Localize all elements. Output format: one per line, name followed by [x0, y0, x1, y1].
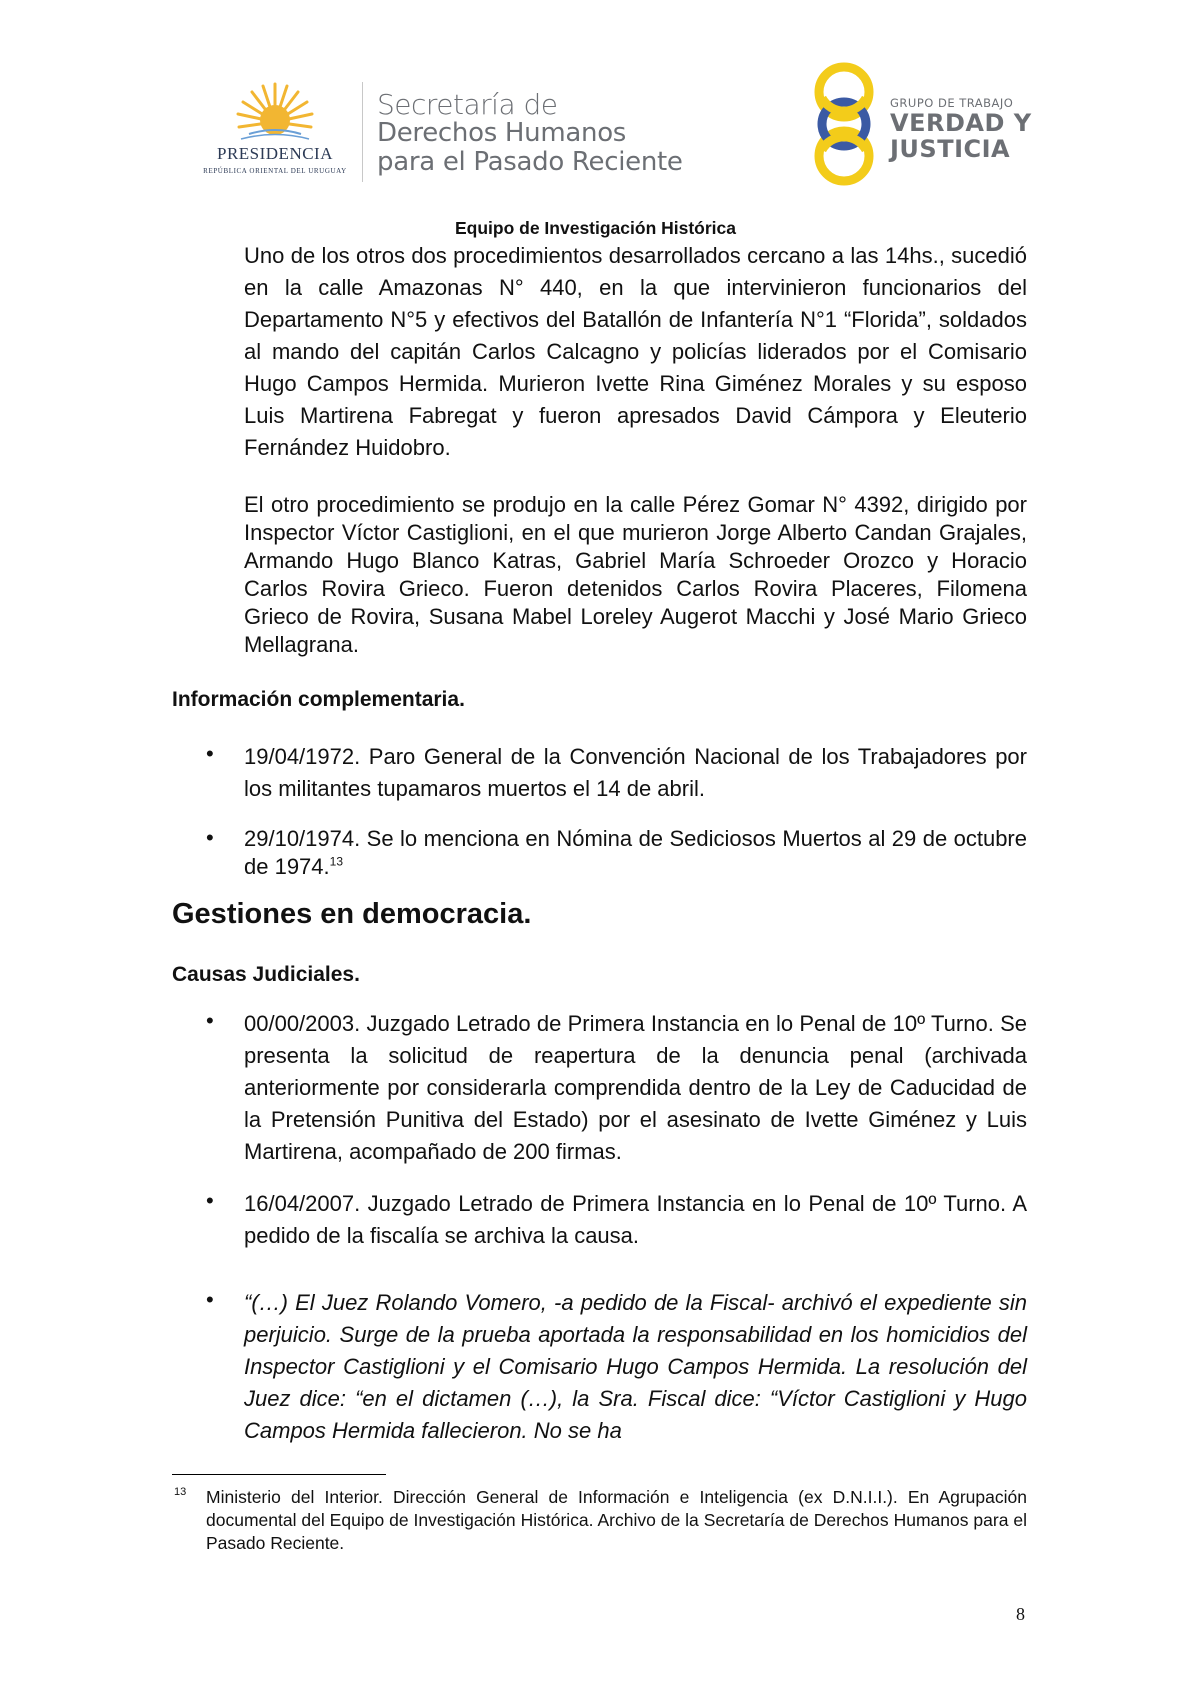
document-header	[0, 0, 1191, 220]
page-number: 8	[1016, 1604, 1025, 1624]
paragraph-perez-gomar: El otro procedimiento se produjo en la calle Pérez Gomar N° 4392, dirigido por Inspector Víctor Castiglioni, en el que murieron Jorge Alberto Candan Grajales, Armando Hugo Blanco Katras, Gabriel María Schroeder Orozco y Horacio Carlos Rovira Grieco. Fueron detenidos Carlos Rovira Placeres, Filomena Grieco de Rovira, Susana Mabel Loreley Augerot Macchi y José Mario Grieco Mellagrana.	[244, 492, 1027, 657]
bullet-marker: •	[206, 825, 214, 850]
causa-item-2: 16/04/2007. Juzgado Letrado de Primera Instancia en lo Penal de 10º Turno. A pedido de la fiscalía se archiva la causa.	[244, 1191, 1027, 1248]
footnote-text: Ministerio del Interior. Dirección General de Información e Inteligencia (ex D.N.I.I.). En Agrupación documental del Equipo de Investigación Histórica. Archivo de la Secretaría de Derechos Humanos para el Pasado Reciente.	[206, 1487, 1027, 1553]
secretaria-line-2: Derechos Humanos	[377, 118, 627, 148]
causa-item-3-quote: “(…) El Juez Rolando Vomero, -a pedido de la Fiscal- archivó el expediente sin perjuicio. Surge de la prueba aportada la responsabilidad en los homicidios del Inspector Castiglioni y el Comisario Hugo Campos Hermida. La resolución del Juez dice: “en el dictamen (…), la Sra. Fiscal dice: “Víctor Castiglioni y Hugo Campos Hermida fallecieron. No se ha	[244, 1290, 1027, 1443]
presidencia-name: PRESIDENCIA	[216, 144, 333, 163]
grupo-trabajo-wordmark	[890, 96, 1032, 162]
info-item-2	[244, 825, 1027, 881]
causas-heading: Causas Judiciales.	[172, 963, 360, 986]
bullet-marker: •	[206, 1008, 214, 1033]
footnote-number: 13	[174, 1486, 187, 1498]
grupo-line-3: JUSTICIA	[890, 135, 1011, 163]
secretaria-wordmark	[377, 90, 683, 177]
bullet-marker: •	[206, 1287, 214, 1312]
footnote-rule	[172, 1474, 386, 1475]
secretaria-line-1: Secretaría de	[377, 88, 558, 121]
sun-logo-icon	[235, 82, 315, 142]
bullet-marker: •	[206, 1188, 214, 1213]
info-item-2-text: 29/10/1974. Se lo menciona en Nómina de Sediciosos Muertos al 29 de octubre de 1974.	[244, 826, 1027, 879]
footnote-ref: 13	[329, 854, 343, 869]
presidencia-subtitle: REPÚBLICA ORIENTAL DEL URUGUAY	[203, 167, 347, 175]
grupo-line-2: VERDAD Y	[890, 109, 1032, 137]
bullet-marker: •	[206, 741, 214, 766]
secretaria-line-3: para el Pasado Reciente	[377, 147, 683, 177]
causa-item-1: 00/00/2003. Juzgado Letrado de Primera Instancia en lo Penal de 10º Turno. Se presenta la solicitud de reapertura de la denuncia penal (archivada anteriormente por considerarla comprendida dentro de la Ley de Caducidad de la Pretensión Punitiva del Estado) por el asesinato de Ivette Giménez y Luis Martirena, acompañado de 200 firmas.	[244, 1011, 1027, 1164]
gestiones-heading: Gestiones en democracia.	[172, 898, 532, 930]
paragraph-amazonas: Uno de los otros dos procedimientos desarrollados cercano a las 14hs., sucedió en la calle Amazonas N° 440, en la que intervinieron funcionarios del Departamento N°5 y efectivos del Batallón de Infantería N°1 “Florida”, soldados al mando del capitán Carlos Calcagno y policías liderados por el Comisario Hugo Campos Hermida. Murieron Ivette Rina Giménez Morales y su esposo Luis Martirena Fabregat y fueron apresados David Cámpora y Eleuterio Fernández Huidobro.	[244, 243, 1027, 460]
header-divider	[362, 82, 363, 182]
grupo-line-1: GRUPO DE TRABAJO	[890, 96, 1014, 110]
info-heading: Información complementaria.	[172, 688, 465, 711]
team-header: Equipo de Investigación Histórica	[454, 218, 737, 238]
presidencia-logo	[195, 82, 355, 182]
info-item-1: 19/04/1972. Paro General de la Convención Nacional de los Trabajadores por los militantes tupamaros muertos el 14 de abril.	[244, 744, 1027, 801]
interlocking-rings-logo-icon	[808, 62, 880, 186]
